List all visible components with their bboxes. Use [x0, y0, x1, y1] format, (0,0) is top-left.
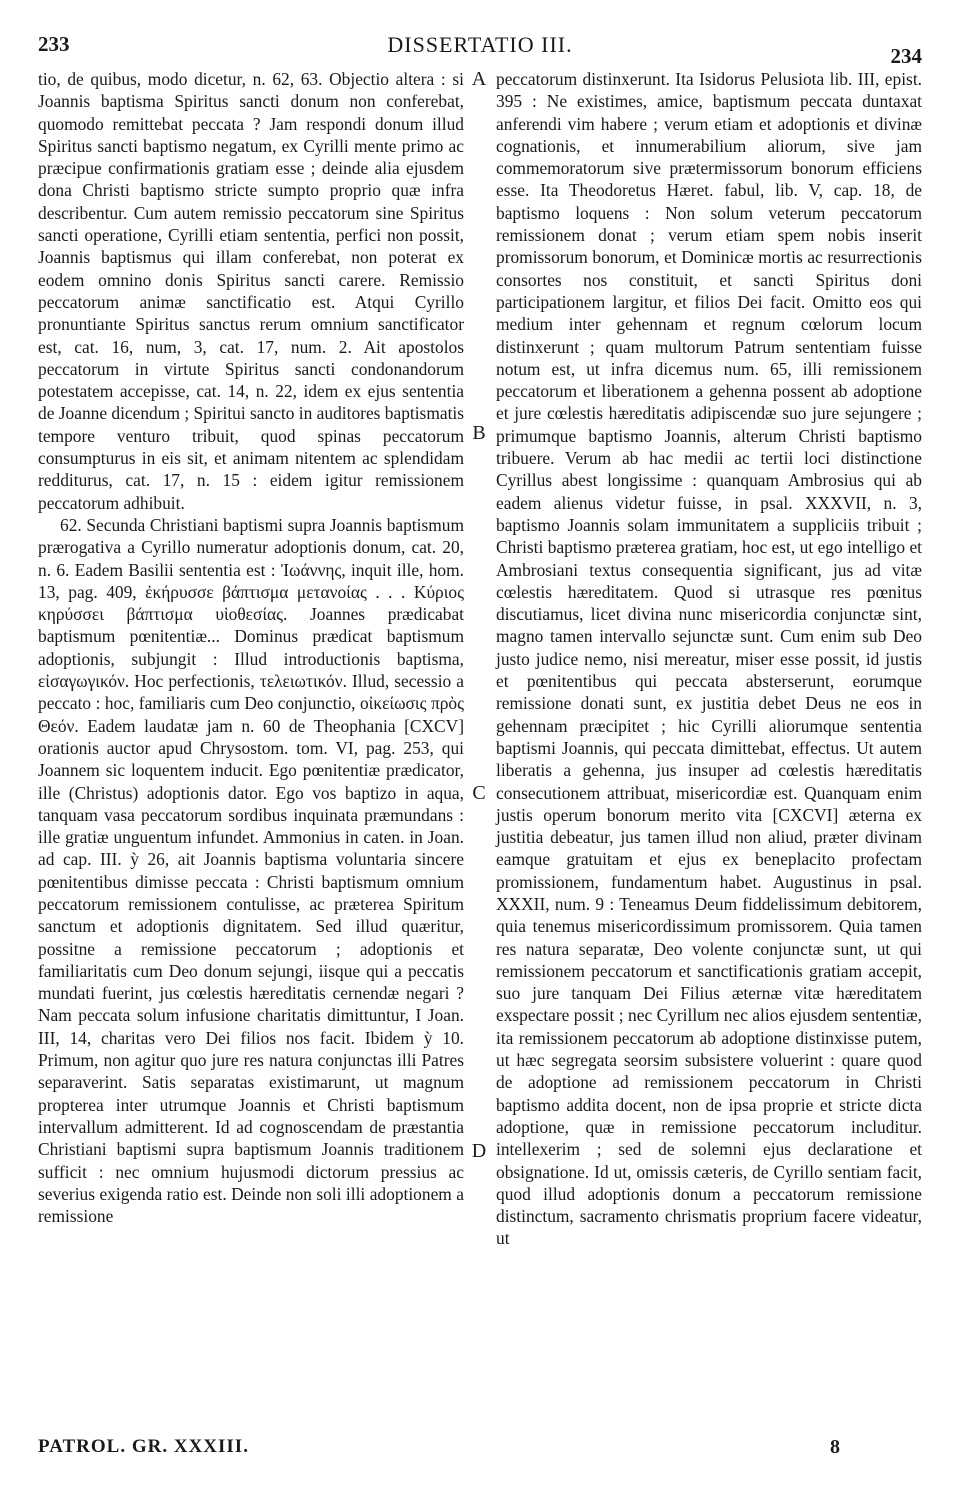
- section-marker-c: C: [472, 782, 486, 804]
- signature-mark: 8: [830, 1436, 840, 1458]
- right-column: [496, 68, 922, 1250]
- section-marker-b: B: [472, 422, 486, 444]
- page-footer: [38, 1436, 922, 1470]
- left-column: [38, 68, 464, 1227]
- running-header: [38, 28, 922, 68]
- left-paragraph-1: tio, de quibus, modo dicetur, n. 62, 63. Objectio altera : si Joannis baptisma Spiritus sancti donum non conferebat, quomodo remittebat peccata ? Jam respondi donum illud Spiritus sancti baptismo negatum, ex Cyrilli mente primo ac præcipue confirmationis gratiam esse ; deinde alia ejusdem dona Christi baptismo stricte sumpto proprio quæ infra describentur. Cum autem remissio peccatorum sine Spiritus sancti operatione, Cyrilli etiam sententia, perfici non possit, Joannis baptismus qui illam conferebat, non poterat ex eodem omnino donis Spiritus sancti carere. Remissio peccatorum animæ sanctificatio est. Atqui Cyrillo pronuntiante Spiritus sanctus rerum omnium sanctificator est, cat. 16, num, 3, cat. 17, num. 2. Ait apostolos peccatorum in virtute Spiritus sancti condonandorum potestatem accepisse, cat. 14, n. 22, idem ex ejus sententia de Joanne dicendum ; Spiritui sancto in auditores baptismatis tempore venturo tribuit, quod spinas peccatorum consumpturus in eis sit, et animam nitentem ac splendidam redditurus, cat. 17, n. 15 : eidem igitur remissionem peccatorum adhibuit.: [38, 69, 464, 513]
- left-paragraph-2: 62. Secunda Christiani baptismi supra Joannis baptismum prærogativa a Cyrillo numeratur adoptionis donum, cat. 20, n. 6. Eadem Basilii sententia est : Ἰωάννης, inquit ille, hom. 13, pag. 409, ἐκήρυσσε βάπτισμα μετανοίας . . . Κύριος κηρύσσει βάπτισμα υἱοθεσίας. Joannes prædicabat baptismum pœnitentiæ... Dominus prædicat baptismum adoptionis, subjungit : Illud introductionis baptisma, εἰσαγωγικόν. Hoc perfectionis, τελειωτικόν. Illud, secessio a peccato : hoc, familiaris cum Deo conjunctio, οἰκείωσις πρὸς Θεόν. Eadem laudatæ jam n. 60 de Theophania [CXCV] orationis auctor apud Chrysostom. tom. VI, pag. 253, qui Joannem sic loquentem inducit. Ego pœnitentiæ prædicator, ille (Christus) adoptionis dator. Ego vos baptizo in aqua, tanquam vasa peccatorum sordibus inquinata præmundans : ille gratiæ unguentum infundet. Ammonius in caten. in Joan. ad cap. III. ỳ 26, ait Joannis baptisma voluntaria sincere pœnitentibus dimisse peccata : Christi baptismum omnium peccatorum remissionem contulisse, ac præterea Spiritum sanctum et adoptionis dignitatem. Sed illud quæritur, possitne a remissione peccatorum ; adoptionis et familiaritatis cum Deo donum sejungi, iisque qui a peccatis mundati fuerint, jus cœlestis hæreditatis cernendæ negari ? Nam peccata solum infusione charitatis dimittuntur, I Joan. III, 14, charitas vero Dei filios nos facit. Ibidem ỳ 10. Primum, non agitur quo jure res natura conjunctas illi Patres separaverint. Satis separatas existimarunt, ut magnum propterea inter utrumque Joannis et Christi baptismum intervallum admitterent. Id ad cognoscendam de præstantia Christiani baptismi supra baptismum Joannis traditionem sufficit : nec omnium hujusmodi dictorum pressius ac severius exigenda ratio est. Deinde non soli illi adoptionem a remissione: [38, 514, 464, 1227]
- page-number-left: 233: [38, 32, 70, 56]
- running-title: DISSERTATIO III.: [387, 32, 573, 57]
- section-marker-d: D: [471, 1140, 487, 1162]
- series-title: PATROL. GR. XXXIII.: [38, 1436, 249, 1457]
- page-number-right: 234: [890, 44, 922, 68]
- right-paragraph-1: peccatorum distinxerunt. Ita Isidorus Pelusiota lib. III, epist. 395 : Ne existimes, amice, baptismum peccata duntaxat anferendi vim habere ; verum etiam et adoptionis et divinæ cognationis, et innumerabilium aliorum, sive jam commemoratorum sive prætermissorum bonorum efficiens esse. Ita Theodoretus Hæret. fabul, lib. V, cap. 18, de baptismo loquens : Non solum veterum peccatorum remissionem donat ; verum etiam spem nobis inserit promissorum bonorum, et Dominicæ mortis ac resurrectionis consortes nos constituit, et sancti Spiritus doni participationem largitur, et filios Dei facit. Omitto eos qui medium inter gehennam et regnum cœlorum locum distinxerunt ; quam multorum Patrum sententiam fuisse notum est, ut infra dicemus num. 65, illi remissionem peccatorum et liberationem a gehenna possent ab adoptione et jure cœlestis hæreditatis adipiscendæ suo jure sejungere ; primumque baptismo Joannis, alterum Christi baptismo tribuere. Verum ab hac medii ac tertii loci distinctione Cyrillus abest longissime : quanquam Ambrosius qui ab eadem alienus videtur fuisse, in psal. XXXVII, n. 3, baptismo Joannis solam immunitatem a suppliciis tribuit ; Christi baptismo præterea gratiam, hoc est, ut ego intelligo et Ambrosiani textus consequentia significant, jus ad vitæ cœlestis hæreditatem. Quod si utrasque res pœnitus discutiamus, licet divina nunc misericordia conjunctæ sint, magno tamen intervallo sejunctæ sunt. Cum enim sub Deo justo judice nemo, nisi mereatur, miser esse possit, id justis et pœnitentibus qui peccata absterserunt, eorumque remissione donati sunt, ex justitia debet Deus ne eos in gehennam præcipitet ; hic Cyrilli aliorumque sententia baptismi Joannis, qui peccata dimittebat, effectus. Ut autem liberatis a gehenna, jus insuper ad cœlestis hæreditatis consecutionem attribuat, misericordiæ est. Quanquam enim justis operum bonorum merito vita [CXCVI] æterna ex justitia debeatur, jus tamen illud non aliud, præter divinam eamque gratuitam et ejus ex beneplacito profectam promissionem, fundamentum habet. Augustinus in psal. XXXII, num. 9 : Teneamus Deum fiddelissimum debitorem, quia tenemus misericordissimum promissorem. Quia tamen res natura separatæ, Deo volente conjunctæ sunt, ut qui remissionem peccatorum et sanctificationis gratiam accepit, suo jure tanquam Dei Filius æternæ vitæ hæreditatem exspectare possit ; nec Cyrillum nec alios ejusdem sententiæ, ita remissionem peccatorum ab adoptione distinxisse putem, ut hæc segregata seorsim subsistere voluerint : quare quod de adoptione ad remissionem peccatorum in Christi baptismo addita docent, non de ipsa proprie et stricte dicta adoptione, quæ in remissione peccatorum includitur. intellexerim ; sed de solemni ejus declaratione et obsignatione. Id ut, omissis cæteris, de Cyrillo sentiam facit, quod illud adoptionis donum a peccatorum remissione distinctum, sacramento chrismatis proprium facere videatur, ut: [496, 69, 922, 1249]
- section-marker-a: A: [471, 68, 487, 90]
